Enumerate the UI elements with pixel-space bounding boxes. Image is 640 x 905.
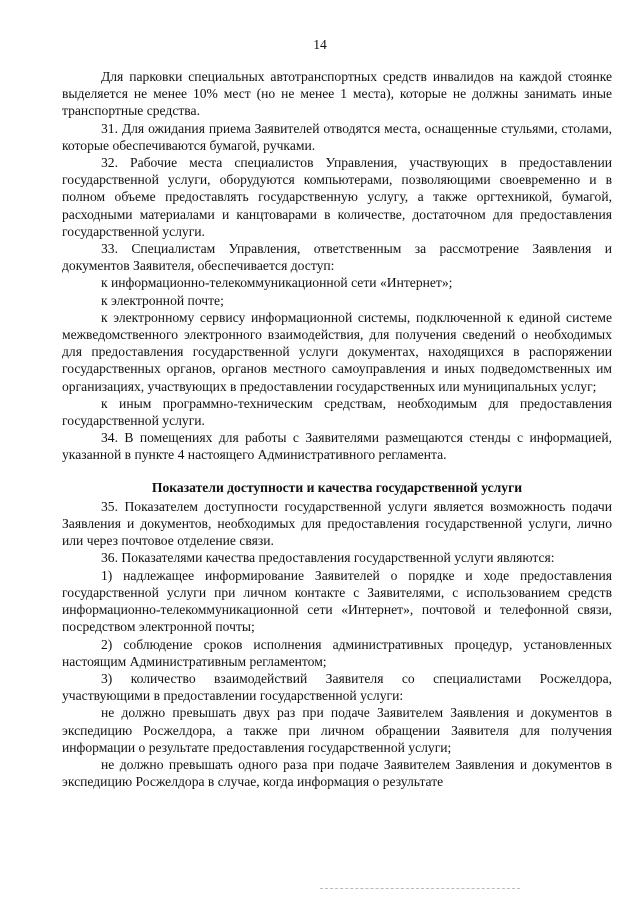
paragraph-33: 33. Специалистам Управления, ответственным за рассмотрение Заявления и документов Заявителя, обеспечивается доступ: (62, 241, 612, 274)
paragraph-36: 36. Показателями качества предоставления государственной услуги являются: (101, 550, 555, 566)
list-item-email: к электронной почте; (101, 292, 224, 308)
list-subitem-two-times: не должно превышать двух раз при подаче Заявителем Заявления и документов в экспедицию Росжелдора, а также при личном обращении Заявителя для получения информации о результате предоставления государственной услуги; (62, 705, 612, 755)
paragraph-34: 34. В помещениях для работы с Заявителями размещаются стенды с информацией, указанной в пункте 4 настоящего Административного регламента. (62, 430, 612, 463)
paragraph-35: 35. Показателем доступности государственной услуги является возможность подачи Заявления и документов, необходимых для предоставления государственной услуги, лично или через почтовое отделение связи. (62, 498, 612, 549)
paragraph-31: 31. Для ожидания приема Заявителей отводятся места, оснащенные стульями, столами, которые обеспечиваются бумагой, ручками. (62, 120, 612, 153)
section-heading: Показатели доступности и качества государственной услуги (151, 479, 523, 495)
paragraph-parking: Для парковки специальных автотранспортных средств инвалидов на каждой стоянке выделяется не менее 10% мест (но не менее 1 места), которые не должны занимать иные транспортные средства. (62, 69, 612, 119)
list-item-2: 2) соблюдение сроков исполнения административных процедур, установленных настоящим Административным регламентом; (62, 636, 612, 669)
list-item-software: к иным программно-техническим средствам, необходимым для предоставления государственной услуги. (62, 395, 612, 429)
list-item-internet: к информационно-телекоммуникационной сети «Интернет»; (101, 275, 453, 291)
list-subitem-one-time: не должно превышать одного раза при подаче Заявителем Заявления и документов в экспедицию Росжелдора в случае, когда информация о результате (62, 756, 612, 790)
page-number: 14 (313, 37, 327, 52)
footer-rule (320, 888, 520, 889)
page-body (62, 68, 612, 790)
paragraph-32: 32. Рабочие места специалистов Управления, участвующих в предоставлении государственной услуги, оборудуются компьютерами, позволяющими своевременно и в полном объеме предоставлять государственную услугу, а также оргтехникой, бумагой, расходными материалами и канцтоварами в количестве, достаточном для предоставления государственной услуги. (62, 155, 612, 239)
list-item-electronic-service: к электронному сервису информационной системы, подключенной к единой системе межведомственного электронного взаимодействия, для получения сведений о необходимых для предоставления государственной услуги документах, находящихся в распоряжении государственных органов, органов местного самоуправления и иных подведомственных им организациях, участвующих в предоставлении государственных или муниципальных услуг; (62, 309, 612, 394)
list-item-3: 3) количество взаимодействий Заявителя со специалистами Росжелдора, участвующими в предоставлении государственной услуги: (62, 670, 612, 704)
list-item-1: 1) надлежащее информирование Заявителей о порядке и ходе предоставления государственной услуги при личном контакте с Заявителями, с использованием средств информационно-телекоммуникационной сети «Интернет», почтовой и телефонной связи, посредством электронной почты; (62, 567, 612, 635)
